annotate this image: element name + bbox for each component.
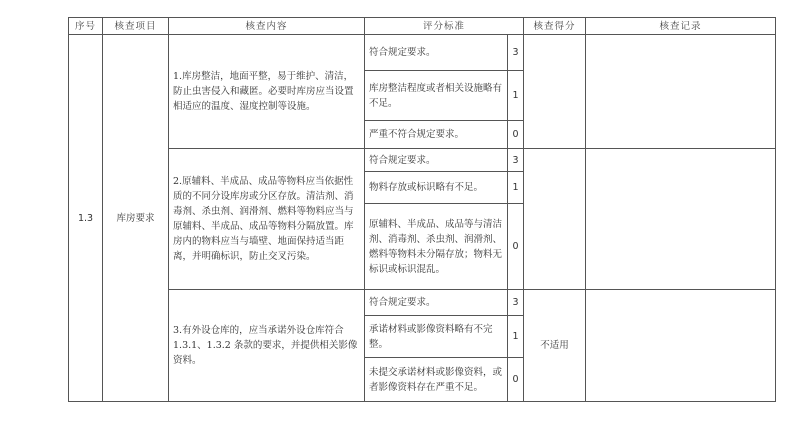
criterion-text: 承诺材料或影像资料略有不完整。 — [365, 316, 508, 358]
criterion-points: 1 — [508, 71, 524, 121]
score-cell-2 — [524, 149, 586, 290]
inspection-table — [68, 17, 776, 402]
header-content: 核查内容 — [169, 18, 365, 35]
criterion-points: 3 — [508, 149, 524, 172]
header-score: 核查得分 — [524, 18, 586, 35]
record-cell-3 — [586, 290, 776, 402]
header-standard: 评分标准 — [365, 18, 524, 35]
criterion-text: 严重不符合规定要求。 — [365, 121, 508, 149]
criterion-points: 1 — [508, 172, 524, 204]
table-row — [69, 149, 776, 172]
header-item: 核查项目 — [103, 18, 169, 35]
criterion-text: 符合规定要求。 — [365, 35, 508, 71]
record-cell-1 — [586, 35, 776, 149]
criterion-text: 未提交承诺材料或影像资料，或者影像资料存在严重不足。 — [365, 358, 508, 402]
score-cell-1 — [524, 35, 586, 149]
record-cell-2 — [586, 149, 776, 290]
header-record: 核查记录 — [586, 18, 776, 35]
criterion-points: 3 — [508, 35, 524, 71]
content-cell-3: 3.有外设仓库的，应当承诺外设仓库符合 1.3.1、1.3.2 条款的要求，并提供相关影像资料。 — [169, 290, 365, 402]
criterion-text: 符合规定要求。 — [365, 290, 508, 316]
content-cell-2: 2.原辅料、半成品、成品等物料应当依据性质的不同分设库房或分区存放。清洁剂、消毒剂、杀虫剂、润滑剂、燃料等物料应当与原辅料、半成品、成品等物料分隔放置。库房内的物料应当与墙壁、地面保持适当距离，并明确标识，防止交叉污染。 — [169, 149, 365, 290]
table-row — [69, 35, 776, 71]
seq-cell: 1.3 — [69, 35, 103, 402]
criterion-text: 物料存放或标识略有不足。 — [365, 172, 508, 204]
header-row — [69, 18, 776, 35]
criterion-points: 1 — [508, 316, 524, 358]
header-seq: 序号 — [69, 18, 103, 35]
score-cell-3: 不适用 — [524, 290, 586, 402]
criterion-text: 符合规定要求。 — [365, 149, 508, 172]
criterion-points: 0 — [508, 204, 524, 290]
criterion-text: 原辅料、半成品、成品等与清洁剂、消毒剂、杀虫剂、润滑剂、燃料等物料未分隔存放；物料无标识或标识混乱。 — [365, 204, 508, 290]
criterion-points: 0 — [508, 358, 524, 402]
criterion-text: 库房整洁程度或者相关设施略有不足。 — [365, 71, 508, 121]
criterion-points: 3 — [508, 290, 524, 316]
criterion-points: 0 — [508, 121, 524, 149]
content-cell-1: 1.库房整洁，地面平整，易于维护、清洁，防止虫害侵入和藏匿。必要时库房应当设置相适应的温度、湿度控制等设施。 — [169, 35, 365, 149]
table-row — [69, 290, 776, 316]
item-cell: 库房要求 — [103, 35, 169, 402]
